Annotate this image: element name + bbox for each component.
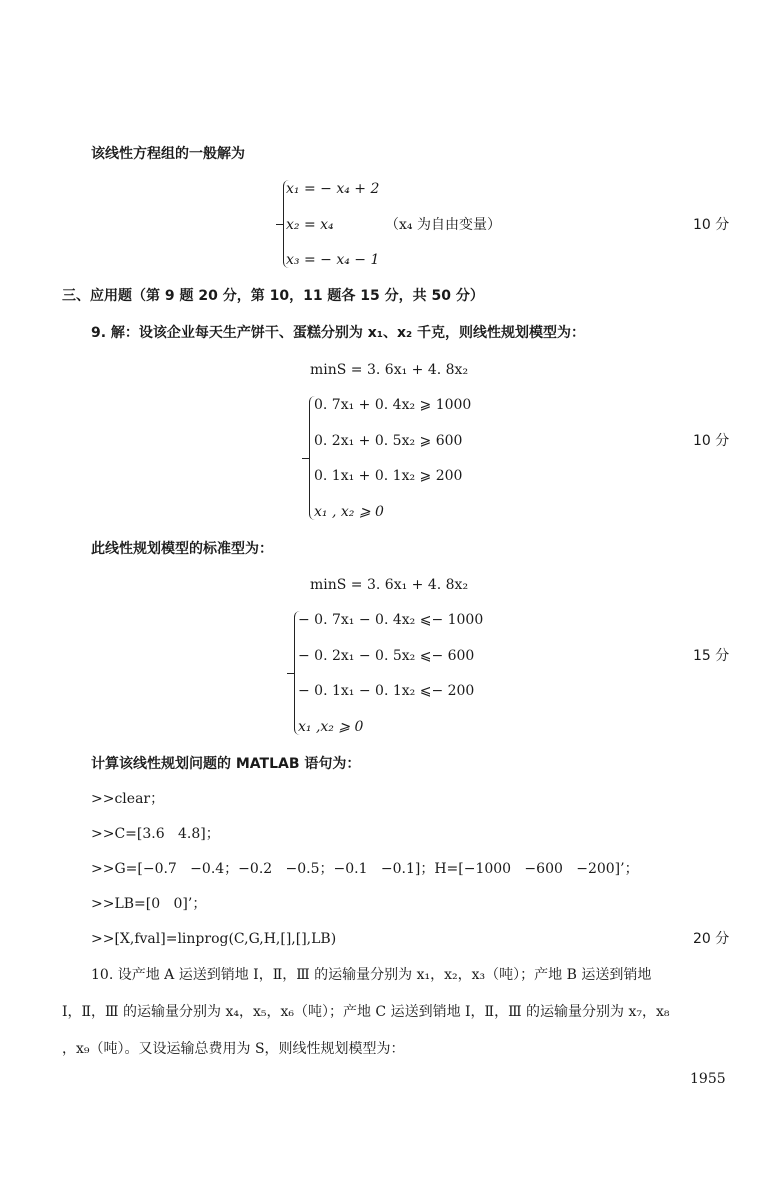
q9-intro: 9. 解：设该企业每天生产饼干、蛋糕分别为 x₁、x₂ 千克，则线性规划模型为： <box>91 325 586 341</box>
q9-constraint-3: 0. 1x₁ + 0. 1x₂ ⩾ 200 <box>314 468 463 484</box>
page-number: 1955 <box>690 1071 726 1087</box>
standard-form-heading: 此线性规划模型的标准型为： <box>91 541 273 557</box>
equation-x3: x₃ = − x₄ − 1 <box>286 252 380 268</box>
matlab-heading: 计算该线性规划问题的 MATLAB 语句为： <box>91 756 361 772</box>
equation-x2: x₂ = x₄ <box>286 217 334 233</box>
std-constraint-2: − 0. 2x₁ − 0. 5x₂ ⩽− 600 <box>298 648 475 664</box>
code-line-2: >>C=[3.6 4.8]； <box>91 826 220 842</box>
q9-constraint-2: 0. 2x₁ + 0. 5x₂ ⩾ 600 <box>314 433 463 449</box>
code-line-4: >>LB=[0 0]’； <box>91 896 207 912</box>
std-constraint-3: − 0. 1x₁ − 0. 1x₂ ⩽− 200 <box>298 683 475 699</box>
free-variable-note: （x₄ 为自由变量） <box>385 217 501 233</box>
std-constraint-1: − 0. 7x₁ − 0. 4x₂ ⩽− 1000 <box>298 612 484 628</box>
equation-x1: x₁ = − x₄ + 2 <box>286 181 380 197</box>
q9-constraint-4: x₁ , x₂ ⩾ 0 <box>314 504 384 520</box>
q9-objective: minS = 3. 6x₁ + 4. 8x₂ <box>310 362 469 378</box>
q9-constraint-1: 0. 7x₁ + 0. 4x₂ ⩾ 1000 <box>314 397 472 413</box>
std-constraint-4: x₁ ,x₂ ⩾ 0 <box>298 719 364 735</box>
score-q9-matlab: 20 分 <box>693 931 730 947</box>
brace-standard-constraints <box>294 611 302 735</box>
brace-q9-constraints <box>309 396 317 520</box>
q10-line-1: 10. 设产地 A 运送到销地 Ⅰ，Ⅱ，Ⅲ 的运输量分别为 x₁，x₂，x₃（吨）；产地 B 运送到销地 <box>91 967 652 983</box>
score-general-solution: 10 分 <box>693 217 730 233</box>
section-3-heading: 三、应用题（第 9 题 20 分，第 10，11 题各 15 分，共 50 分） <box>62 288 484 304</box>
q10-line-2: Ⅰ，Ⅱ，Ⅲ 的运输量分别为 x₄，x₅，x₆（吨）；产地 C 运送到销地 Ⅰ，Ⅱ，Ⅲ 的运输量分别为 x₇，x₈ <box>62 1004 670 1020</box>
score-q9-standard: 15 分 <box>693 648 730 664</box>
code-line-3: >>G=[−0.7 −0.4；−0.2 −0.5；−0.1 −0.1]；H=[−1000 −600 −200]’； <box>91 861 639 877</box>
score-q9-model: 10 分 <box>693 433 730 449</box>
code-line-1: >>clear； <box>91 791 165 807</box>
code-line-5: >>[X,fval]=linprog(C,G,H,[],[],LB) <box>91 931 337 947</box>
q9-objective-2: minS = 3. 6x₁ + 4. 8x₂ <box>310 577 469 593</box>
general-solution-heading: 该线性方程组的一般解为 <box>91 146 245 162</box>
q10-line-3: ，x₉（吨）。又设运输总费用为 S，则线性规划模型为： <box>62 1041 405 1057</box>
